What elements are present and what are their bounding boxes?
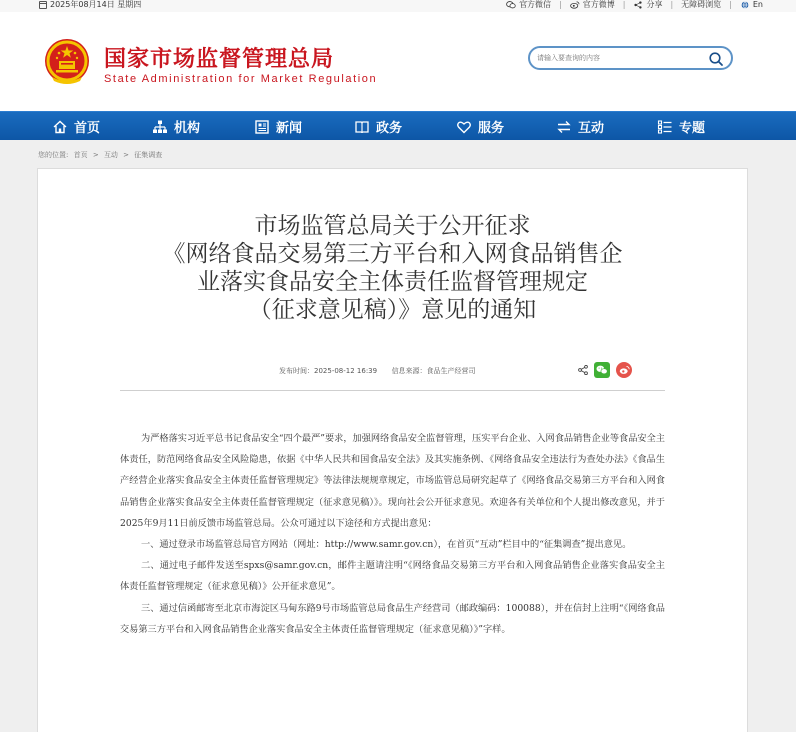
breadcrumb-separator: > xyxy=(92,151,99,159)
search-input[interactable] xyxy=(537,51,707,65)
topics-icon xyxy=(657,119,673,135)
national-emblem-icon[interactable] xyxy=(42,37,92,87)
heart-icon xyxy=(456,119,472,135)
nav-item-label: 机构 xyxy=(174,121,201,136)
official-wechat-label: 官方微信 xyxy=(519,0,552,9)
english-label: En xyxy=(752,0,763,9)
accessibility-label: 无障碍浏览 xyxy=(681,0,722,9)
nav-item-label: 新闻 xyxy=(276,121,303,136)
wechat-icon xyxy=(596,365,608,375)
calendar-icon xyxy=(39,1,47,9)
breadcrumb-item-home[interactable]: 首页 xyxy=(73,151,88,159)
divider: | xyxy=(559,0,562,9)
top-bar xyxy=(0,0,796,12)
nav-item-label: 首页 xyxy=(74,121,101,136)
search-icon[interactable] xyxy=(708,51,724,67)
share-bar xyxy=(578,362,632,378)
article-title-line: 市场监管总局关于公开征求 xyxy=(254,213,531,239)
article-title xyxy=(37,212,748,324)
share-icon[interactable] xyxy=(578,365,588,375)
weibo-icon xyxy=(570,1,580,9)
nav-item-news[interactable] xyxy=(254,112,302,141)
title-divider xyxy=(120,390,665,391)
share-weibo-button[interactable] xyxy=(616,362,632,378)
article-title-line: 《网络食品交易第三方平台和入网食品销售企 xyxy=(162,241,623,267)
accessibility-link[interactable] xyxy=(681,0,721,9)
share-link[interactable] xyxy=(633,0,662,9)
site-header xyxy=(0,12,796,111)
divider: | xyxy=(729,0,732,9)
share-label: 分享 xyxy=(646,0,663,9)
breadcrumb-prefix: 您的位置: xyxy=(38,151,69,159)
nav-item-interaction[interactable] xyxy=(556,112,604,141)
government-icon xyxy=(354,119,370,135)
nav-item-label: 政务 xyxy=(376,121,403,136)
date-text: 2025年08月14日 星期四 xyxy=(50,0,142,9)
share-icon xyxy=(633,1,643,9)
breadcrumb-separator: > xyxy=(123,151,130,159)
publish-time: 发布时间：2025-08-12 16:39 xyxy=(279,367,378,375)
weibo-icon xyxy=(619,365,630,375)
nav-item-government-affairs[interactable] xyxy=(354,112,402,141)
nav-item-label: 互动 xyxy=(578,121,605,136)
org-chart-icon xyxy=(152,119,168,135)
divider: | xyxy=(670,0,674,9)
site-subtitle: State Administration for Market Regulation xyxy=(104,73,378,85)
share-wechat-button[interactable] xyxy=(594,362,610,378)
breadcrumb-item-interaction[interactable]: 互动 xyxy=(103,151,118,159)
main-nav xyxy=(0,111,796,140)
article-paragraph: 为严格落实习近平总书记食品安全“四个最严”要求，加强网络食品安全监督管理，压实平台企业、入网食品销售企业等食品安全主体责任，防范网络食品安全风险隐患，依据《中华人民共和国食品安全法》及其实施条例、《网络食品安全违法行为查处办法》《食品生产经营企业落实食品安全主体责任监督管理规定》等法律法规规章规定，市场监管总局研究起草了《网络食品交易第三方平台和入网食品销售企业落实食品安全主体责任监督管理规定（征求意见稿）》。现向社会公开征求意见。欢迎各有关单位和个人提出修改意见，并于2025年9月11日前反馈市场监管总局。公众可通过以下途径和方式提出意见： xyxy=(120,433,665,529)
divider: | xyxy=(622,0,626,9)
globe-icon xyxy=(740,1,750,9)
english-link[interactable] xyxy=(740,0,763,9)
wechat-icon xyxy=(506,1,516,9)
article-title-line: 业落实食品安全主体责任监督管理规定 xyxy=(197,269,588,295)
nav-item-label: 服务 xyxy=(478,121,505,136)
official-weibo-link[interactable] xyxy=(570,0,615,9)
article-title-line: （征求意见稿）》意见的通知 xyxy=(248,297,537,323)
article-meta xyxy=(279,366,476,376)
info-source: 信息来源：食品生产经营司 xyxy=(391,367,476,375)
date-display xyxy=(39,0,141,9)
nav-item-institutions[interactable] xyxy=(152,112,200,141)
breadcrumb-item-survey[interactable]: 征集调查 xyxy=(134,151,163,159)
nav-item-home[interactable] xyxy=(52,112,100,141)
article-paragraph: 二、通过电子邮件发送至spxs@samr.gov.cn，邮件主题请注明“《网络食品交易第三方平台和入网食品销售企业落实食品安全主体责任监督管理规定（征求意见稿）》公开征求意见”。 xyxy=(120,560,665,593)
top-links xyxy=(506,0,763,9)
official-wechat-link[interactable] xyxy=(506,0,551,9)
news-icon xyxy=(254,119,270,135)
nav-item-services[interactable] xyxy=(456,112,504,141)
site-title[interactable]: 国家市场监督管理总局 xyxy=(104,47,335,72)
search-box xyxy=(528,46,733,70)
home-icon xyxy=(52,119,68,135)
article-body xyxy=(120,428,665,640)
article-paragraph: 三、通过信函邮寄至北京市海淀区马甸东路9号市场监管总局食品生产经营司（邮政编码：100088），并在信封上注明“《网络食品交易第三方平台和入网食品销售企业落实食品安全主体责任监督管理规定（征求意见稿）》”字样。 xyxy=(120,602,665,635)
breadcrumb xyxy=(38,150,165,160)
official-weibo-label: 官方微博 xyxy=(582,0,615,9)
article-paragraph: 一、通过登录市场监管总局官方网站（网址：http://www.samr.gov.cn），在首页“互动”栏目中的“征集调查”提出意见。 xyxy=(141,539,632,551)
nav-item-topics[interactable] xyxy=(657,112,705,141)
nav-item-label: 专题 xyxy=(679,121,706,136)
interaction-icon xyxy=(556,119,572,135)
